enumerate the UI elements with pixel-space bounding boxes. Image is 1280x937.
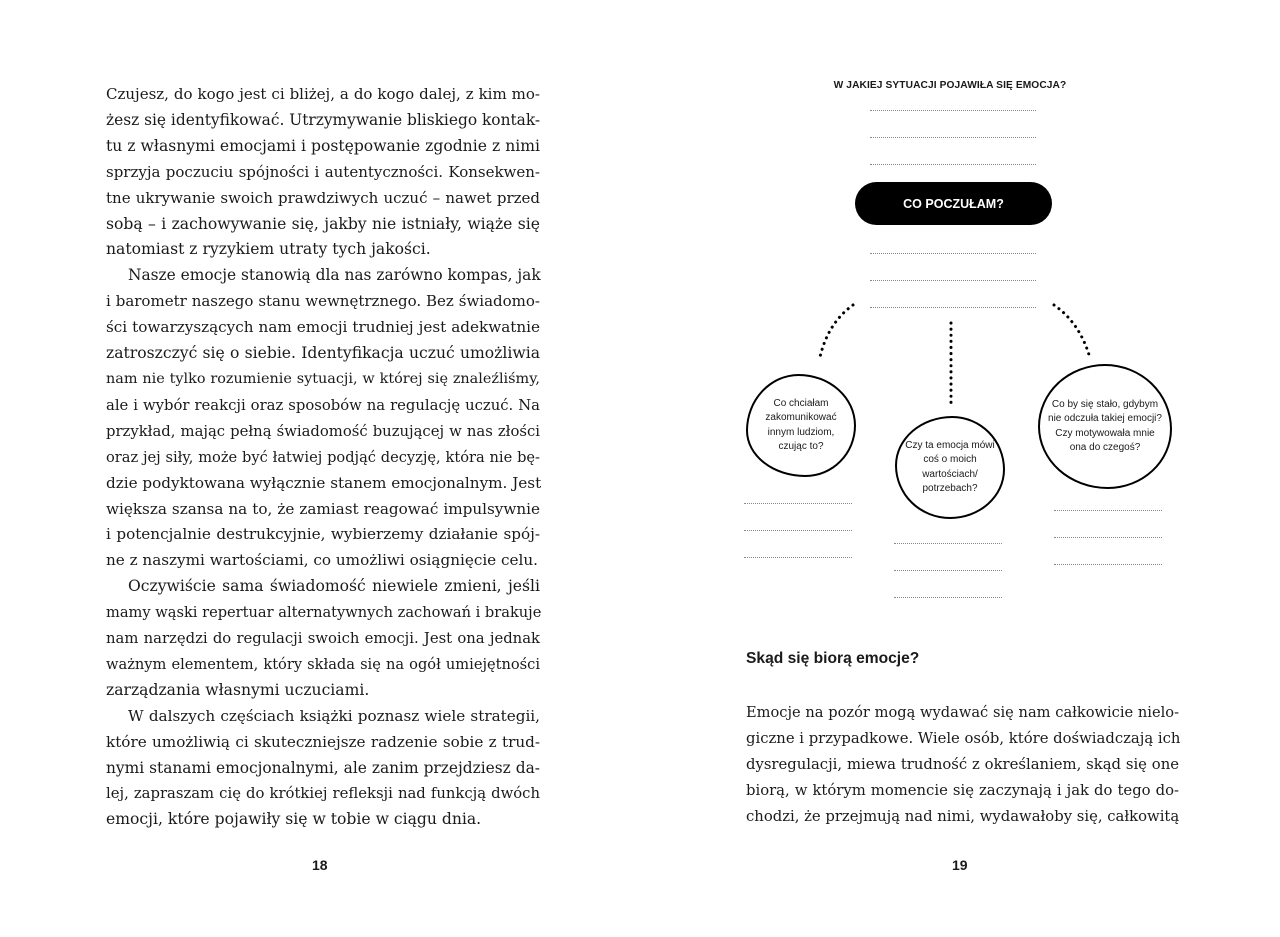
answer-line[interactable]: [1054, 537, 1162, 538]
question-bubble-middle: Czy ta emocja mówi coś o moich wartościach/ potrzebach?: [895, 416, 1005, 519]
answer-line[interactable]: [744, 530, 852, 531]
answer-line[interactable]: [894, 597, 1002, 598]
question-bubble-right: Co by się stało, gdybym nie odczuła takiej emocji? Czy motywowała mnie ona do czegoś?: [1038, 364, 1172, 489]
answer-line[interactable]: [894, 543, 1002, 544]
answer-line[interactable]: [894, 570, 1002, 571]
answer-line[interactable]: [744, 503, 852, 504]
section-heading: Skąd się biorą emocje?: [746, 650, 920, 667]
paragraph-4: W dalszych częściach książki poznasz wiele strategii, które umożliwią ci skuteczniejsze radzenie sobie z trud- nymi stanami emocjonalnymi, ale zanim przejdziesz da- lej, zapraszam cię do krótkiej refleksji nad funkcją dwóch emocji, które pojawiły się w tobie w ciągu dnia.: [106, 706, 540, 829]
emotion-diagram: [740, 75, 1180, 615]
answer-line[interactable]: [1054, 564, 1162, 565]
dotted-connectors: [740, 75, 1180, 615]
paragraph-3: Oczywiście sama świadomość niewiele zmieni, jeśli mamy wąski repertuar alternatywnych zachowań i brakuje nam narzędzi do regulacji swoich emocji. Jest ona jednak ważnym elementem, który składa się na ogół umiejętności zarządzania własnymi uczuciami.: [106, 577, 542, 699]
page-number-left: 18: [312, 857, 328, 873]
paragraph-1: Czujesz, do kogo jest ci bliżej, a do kogo dalej, z kim mo- żesz się identyfikować. Utrzymywanie bliskiego kontak- tu z własnymi emocjami i postępowanie zgodnie z nimi sprzyja poczuciu spójności i autentyczności. Konsekwen- tne ukrywanie swoich prawdziwych uczuć – nawet przed sobą – i zachowywanie się, jakby nie istniały, wiąże się natomiast z ryzykiem utraty tych jakości.: [106, 85, 541, 259]
right-body-paragraph: Emocje na pozór mogą wydawać się nam całkowicie nielo- giczne i przypadkowe. Wiele osób, które doświadczają ich dysregulacji, miewa trudność z określaniem, skąd się one biorą, w którym momencie się zaczynają i jak do tego do- chodzi, że przejmują nad nimi, wydawałoby się, całkowitą: [746, 704, 1181, 825]
question-bubble-left: Co chciałam zakomunikować innym ludziom, czując to?: [746, 374, 856, 477]
paragraph-2: Nasze emocje stanowią dla nas zarówno kompas, jak i barometr naszego stanu wewnętrznego. Bez świadomo- ści towarzyszących nam emocji trudniej jest adekwatnie zatroszczyć się o siebie. Identyfikacja uczuć umożliwia nam nie tylko rozumienie sytuacji, w której się znaleźliśmy, ale i wybór reakcji oraz sposobów na regulację uczuć. Na przykład, mając pełną świadomość buzującej w nas złości oraz jej siły, może być łatwiej podjąć decyzję, która nie bę- dzie podyktowana wyłącznie stanem emocjonalnym. Jest większa szansa na to, że zamiast reagować impulsywnie i potencjalnie destrukcyjnie, wybierzemy działanie spój- ne z naszymi wartościami, co umożliwi osiągnięcie celu.: [106, 266, 542, 570]
situation-question: W JAKIEJ SYTUACJI POJAWIŁA SIĘ EMOCJA?: [833, 80, 1067, 91]
left-page-text: [106, 82, 540, 833]
answer-line[interactable]: [744, 557, 852, 558]
center-emotion-label: CO POCZUŁAM?: [855, 182, 1052, 225]
page-number-right: 19: [952, 857, 968, 873]
answer-line[interactable]: [1054, 510, 1162, 511]
